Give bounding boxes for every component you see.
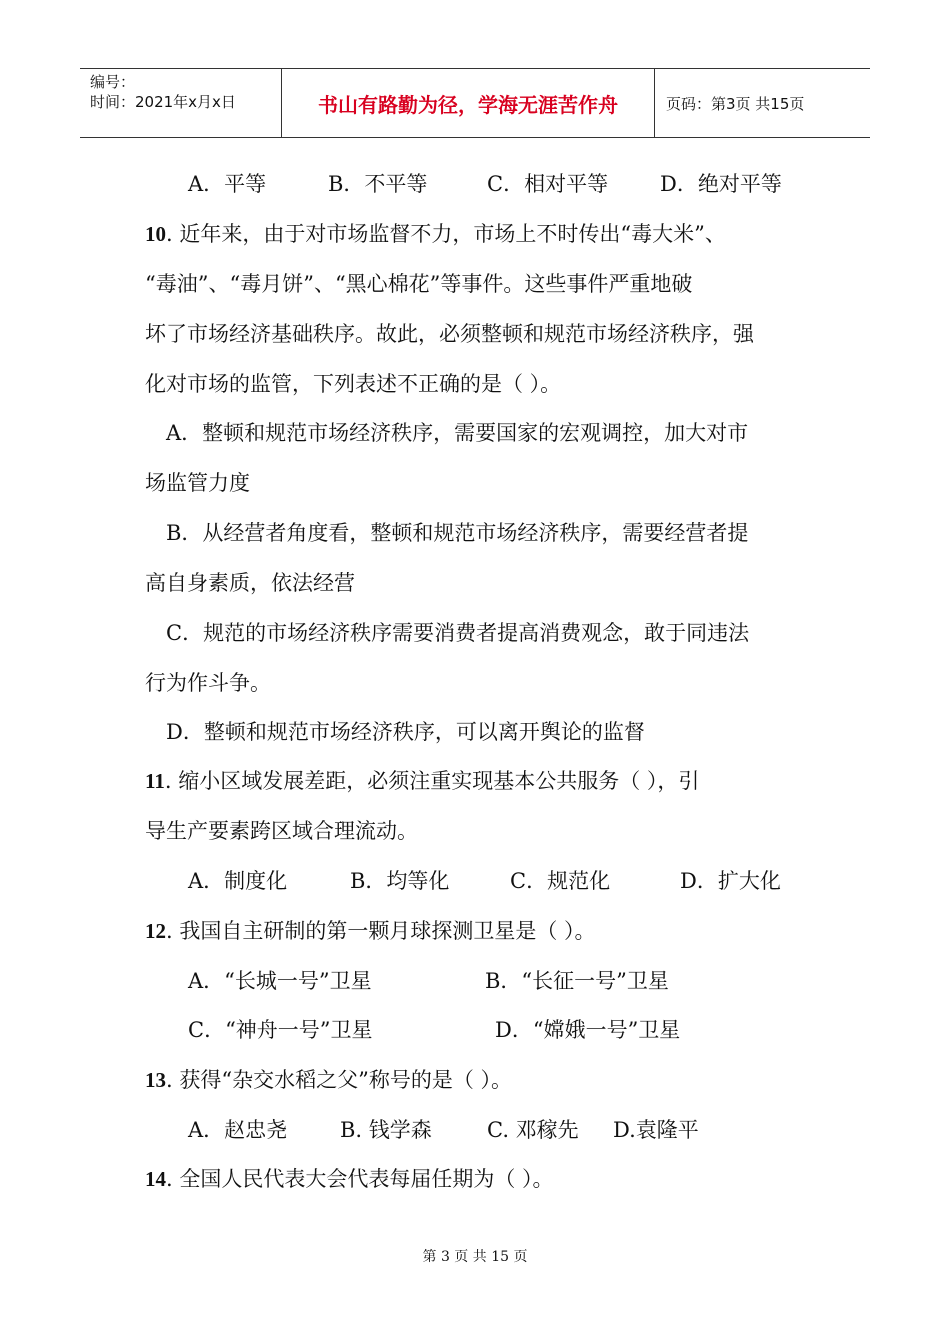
q10-line-3: 坏了市场经济基础秩序。故此，必须整顿和规范市场经济秩序，强	[145, 322, 754, 346]
q12-option-a: A．“长城一号”卫星	[188, 969, 372, 993]
q10-option-c-line-1: C．规范的市场经济秩序需要消费者提高消费观念，敢于同违法	[166, 621, 750, 645]
q11-option-c: C．规范化	[510, 869, 611, 893]
page-footer: 第 3 页 共 15 页	[422, 1249, 528, 1265]
q9-option-c: C．相对平等	[487, 172, 609, 196]
q11-line-1: 11. 缩小区域发展差距，必须注重实现基本公共服务（ ），引	[145, 769, 700, 793]
q10-line-4: 化对市场的监管，下列表述不正确的是（ ）。	[145, 372, 562, 396]
q12-option-b: B．“长征一号”卫星	[485, 969, 669, 993]
q9-option-d: D．绝对平等	[660, 172, 782, 196]
q9-option-b: B．不平等	[328, 172, 428, 196]
q10-option-b-line-1: B．从经营者角度看，整顿和规范市场经济秩序，需要经营者提	[166, 521, 749, 545]
header-motto: 书山有路勤为径，学海无涯苦作舟	[318, 92, 618, 117]
q10-number: 10	[145, 222, 166, 246]
q13-line: 13. 获得“杂交水稻之父”称号的是（ ）。	[145, 1068, 512, 1092]
page-header	[80, 68, 870, 138]
q12-option-c: C．“神舟一号”卫星	[188, 1018, 373, 1042]
q10-option-c-line-2: 行为作斗争。	[145, 671, 271, 695]
q12-option-d: D．“嫦娥一号”卫星	[495, 1018, 681, 1042]
q13-option-b: B. 钱学森	[340, 1118, 432, 1142]
header-divider	[654, 69, 655, 137]
header-number-label: 编号：	[90, 73, 136, 91]
q13-option-d: D.袁隆平	[613, 1118, 699, 1142]
q14-line: 14. 全国人民代表大会代表每届任期为（ ）。	[145, 1167, 554, 1191]
q12-number: 12	[145, 919, 166, 943]
q11-line-2: 导生产要素跨区域合理流动。	[145, 819, 418, 843]
q11-option-d: D．扩大化	[680, 869, 781, 893]
header-meta	[90, 72, 280, 112]
q12-line: 12. 我国自主研制的第一颗月球探测卫星是（ ）。	[145, 919, 596, 943]
header-time-label: 时间：2021年x月x日	[90, 93, 236, 111]
header-page-label: 页码：第3页 共15页	[666, 94, 805, 113]
q11-option-a: A．制度化	[188, 869, 288, 893]
q9-option-a: A．平等	[188, 172, 267, 196]
q14-number: 14	[145, 1167, 166, 1191]
q10-option-a-line-1: A．整顿和规范市场经济秩序，需要国家的宏观调控，加大对市	[166, 421, 749, 445]
q11-option-b: B．均等化	[350, 869, 450, 893]
q10-line-1: 10. 近年来，由于对市场监督不力，市场上不时传出“毒大米”、	[145, 222, 726, 246]
q10-option-d: D．整顿和规范市场经济秩序，可以离开舆论的监督	[166, 720, 645, 744]
q10-option-a-line-2: 场监管力度	[145, 471, 250, 495]
q10-line-2: “毒油”、“毒月饼”、“黑心棉花”等事件。这些事件严重地破	[145, 272, 693, 296]
q10-option-b-line-2: 高自身素质，依法经营	[145, 571, 355, 595]
q11-number: 11	[145, 769, 165, 793]
q13-option-c: C. 邓稼先	[487, 1118, 579, 1142]
q13-option-a: A．赵忠尧	[188, 1118, 288, 1142]
q13-number: 13	[145, 1068, 166, 1092]
